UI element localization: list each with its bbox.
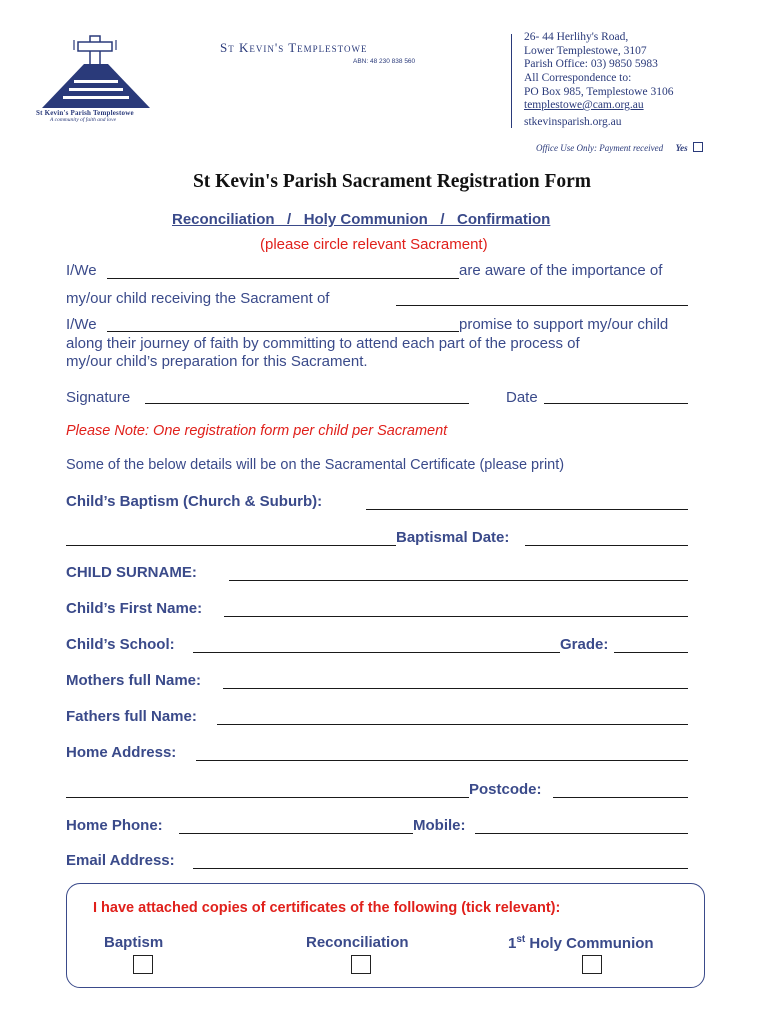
first-name-field[interactable] <box>224 616 688 617</box>
sacrament-options[interactable]: Reconciliation / Holy Communion / Confirmation <box>172 211 551 228</box>
address-line2: Lower Templestowe, 3107 <box>524 44 647 57</box>
date-label: Date <box>506 389 538 406</box>
fathers-label: Fathers full Name: <box>66 708 197 725</box>
cert-communion-checkbox[interactable] <box>582 955 602 974</box>
surname-label: CHILD SURNAME: <box>66 564 197 581</box>
journey-text-1: along their journey of faith by committing to attend each part of the process of <box>66 335 580 352</box>
registration-note: Please Note: One registration form per child per Sacrament <box>66 423 448 439</box>
form-title: St Kevin's Parish Sacrament Registration Form <box>192 171 592 192</box>
iwe-label-1: I/We <box>66 262 97 279</box>
abn: ABN: 48 230 838 560 <box>353 58 416 65</box>
aware-text: are aware of the importance of <box>459 262 663 279</box>
cert-communion-num: 1 <box>508 935 517 952</box>
mobile-label: Mobile: <box>413 817 466 834</box>
school-field[interactable] <box>193 652 560 653</box>
grade-label: Grade: <box>560 636 609 653</box>
postcode-label: Postcode: <box>469 781 542 798</box>
office-checkbox[interactable] <box>693 142 703 152</box>
corr-line1: All Correspondence to: <box>524 72 632 84</box>
promise-text: promise to support my/our child <box>459 316 669 333</box>
address-block <box>524 31 658 72</box>
child-receiving-text: my/our child receiving the Sacrament of <box>66 290 330 307</box>
signature-field[interactable] <box>145 403 469 404</box>
certificates-heading: I have attached copies of certificates of the following (tick relevant): <box>93 900 561 916</box>
parish-phone: Parish Office: 03) 9850 5983 <box>524 58 658 70</box>
cert-baptism-checkbox[interactable] <box>133 955 153 974</box>
cert-communion-sup: st <box>516 934 526 945</box>
baptismal-date-field[interactable] <box>525 545 688 546</box>
home-address-field[interactable] <box>196 760 688 761</box>
website-link[interactable]: stkevinsparish.org.au <box>524 116 622 128</box>
print-note: Some of the below details will be on the Sacramental Certificate (please print) <box>66 457 565 473</box>
fathers-field[interactable] <box>217 724 688 725</box>
surname-field[interactable] <box>229 580 688 581</box>
email-address-label: Email Address: <box>66 852 175 869</box>
mothers-field[interactable] <box>223 688 688 689</box>
journey-text-2: my/our child’s preparation for this Sacrament. <box>66 353 368 370</box>
logo-text: St Kevin's Parish Templestowe <box>36 109 134 117</box>
home-phone-label: Home Phone: <box>66 817 163 834</box>
email-address-field[interactable] <box>193 868 688 869</box>
baptism-church-field[interactable] <box>366 509 688 510</box>
grade-field[interactable] <box>614 652 688 653</box>
cert-baptism-label: Baptism <box>104 934 164 951</box>
correspondence-block <box>524 72 673 113</box>
baptism-church-label: Child’s Baptism (Church & Suburb): <box>66 493 323 510</box>
date-field[interactable] <box>544 403 688 404</box>
office-use <box>536 142 703 153</box>
postcode-field[interactable] <box>553 797 688 798</box>
circle-note: (please circle relevant Sacrament) <box>260 236 488 253</box>
org-name: St Kevin's Templestowe <box>220 40 368 55</box>
cert-reconciliation-checkbox[interactable] <box>351 955 371 974</box>
home-address-label: Home Address: <box>66 744 177 761</box>
school-label: Child’s School: <box>66 636 175 653</box>
iwe-name-field-1[interactable] <box>107 278 459 279</box>
first-name-label: Child’s First Name: <box>66 600 203 617</box>
baptism-church-field-2[interactable] <box>66 545 396 546</box>
email-link[interactable]: templestowe@cam.org.au <box>524 99 644 111</box>
home-phone-field[interactable] <box>179 833 413 834</box>
baptismal-date-label: Baptismal Date: <box>396 529 510 546</box>
address-line1: 26- 44 Herlihy's Road, <box>524 31 629 43</box>
office-use-label: Office Use Only: Payment received <box>536 143 664 153</box>
cert-communion-text: Holy Communion <box>525 935 654 952</box>
office-yes-label: Yes <box>675 143 688 153</box>
iwe-name-field-2[interactable] <box>107 331 459 332</box>
mothers-label: Mothers full Name: <box>66 672 202 689</box>
parish-logo <box>36 30 156 125</box>
home-address-field-2[interactable] <box>66 797 469 798</box>
cert-reconciliation-label: Reconciliation <box>306 934 409 951</box>
iwe-label-2: I/We <box>66 316 97 333</box>
cert-communion-label <box>508 934 654 952</box>
corr-line2: PO Box 985, Templestowe 3106 <box>524 85 674 98</box>
header-divider <box>511 34 512 128</box>
logo-subtext: A community of faith and love <box>50 117 117 123</box>
signature-label: Signature <box>66 389 131 406</box>
sacrament-field[interactable] <box>396 305 688 306</box>
mobile-field[interactable] <box>475 833 688 834</box>
